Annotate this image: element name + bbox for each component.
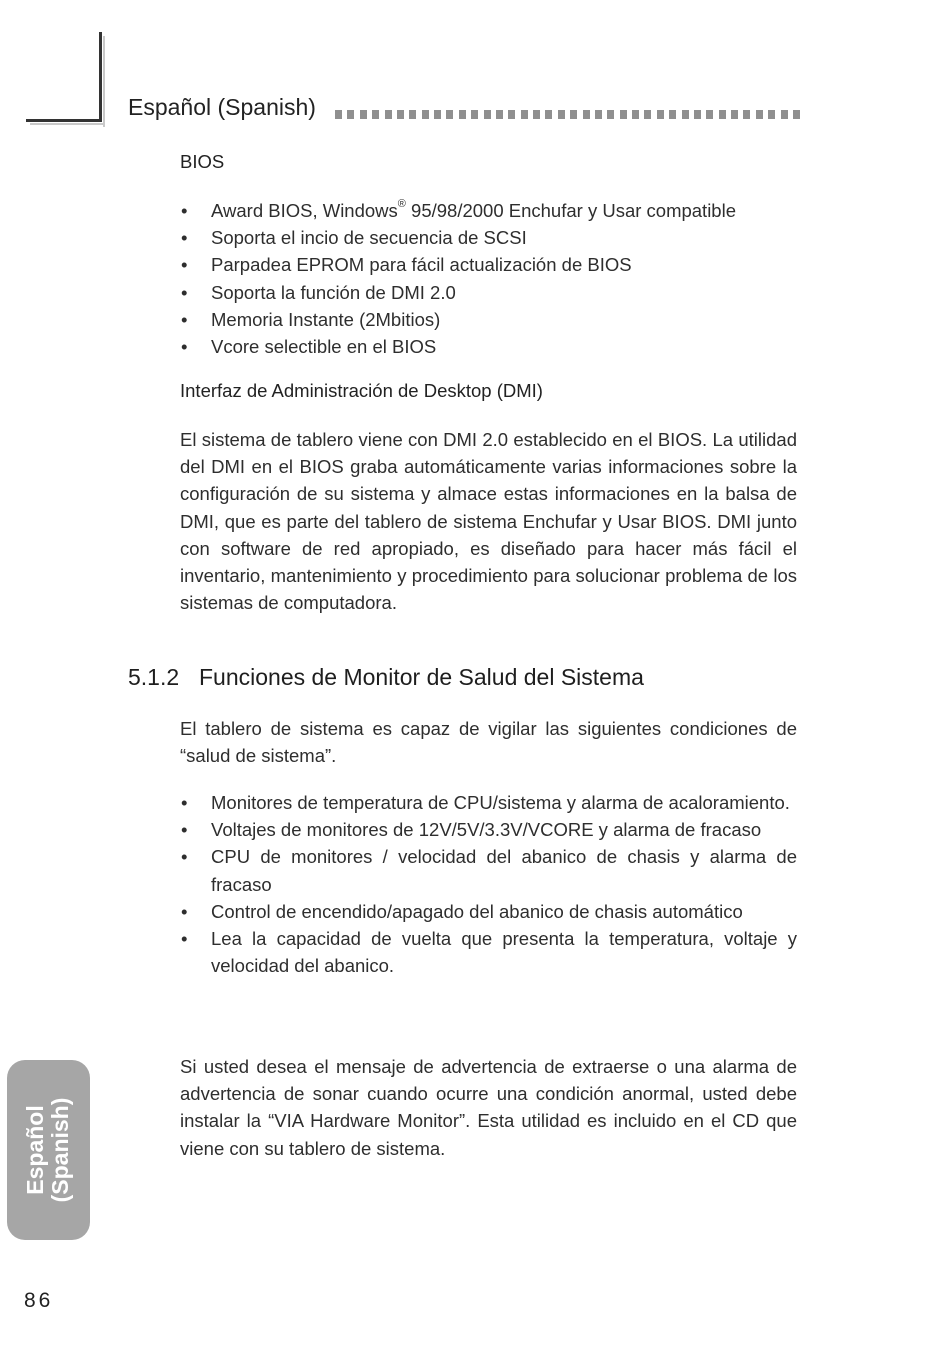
list-item: • Parpadea EPROM para fácil actualización de BIOS (180, 251, 797, 278)
section-title: Funciones de Monitor de Salud del Sistema (199, 664, 644, 690)
header-dot (682, 110, 689, 119)
page-number: 86 (24, 1289, 54, 1312)
list-item: • Monitores de temperatura de CPU/sistema y alarma de acaloramiento. (180, 789, 797, 816)
header-dot (434, 110, 441, 119)
header-dot (372, 110, 379, 119)
header-dot (607, 110, 614, 119)
header-dot (644, 110, 651, 119)
language-side-tab (7, 1060, 90, 1240)
list-item: • Award BIOS, Windows® 95/98/2000 Enchufar y Usar compatible (180, 197, 797, 224)
bios-heading: BIOS (180, 151, 225, 172)
header-dot (694, 110, 701, 119)
header-dot (669, 110, 676, 119)
header-dot (719, 110, 726, 119)
header-dot (446, 110, 453, 119)
header-dot (496, 110, 503, 119)
header-dot (347, 110, 354, 119)
header-dot (743, 110, 750, 119)
list-item: • Lea la capacidad de vuelta que presenta la temperatura, voltaje y velocidad del abanico. (180, 925, 797, 979)
list-item: • CPU de monitores / velocidad del abanico de chasis y alarma de fracaso (180, 843, 797, 897)
header-dot (768, 110, 775, 119)
section-number: 5.1.2 (128, 664, 180, 690)
corner-ornament-shadow (30, 123, 105, 125)
list-item: • Soporta el incio de secuencia de SCSI (180, 224, 797, 251)
section-heading (128, 664, 644, 691)
header-dot (570, 110, 577, 119)
header-dot (731, 110, 738, 119)
header-dot (706, 110, 713, 119)
header-dot (459, 110, 466, 119)
running-header-title: Español (Spanish) (128, 94, 316, 120)
header-dot (521, 110, 528, 119)
section-intro-paragraph: El tablero de sistema es capaz de vigilar las siguientes condiciones de “salud de sistema”. (180, 718, 797, 767)
corner-ornament (99, 32, 102, 122)
header-dot (793, 110, 800, 119)
header-dot (335, 110, 342, 119)
header-dotted-rule (335, 110, 800, 119)
header-dot (545, 110, 552, 119)
corner-ornament (26, 119, 102, 122)
list-item: • Control de encendido/apagado del abanico de chasis automático (180, 898, 797, 925)
header-dot (657, 110, 664, 119)
header-dot (508, 110, 515, 119)
header-dot (397, 110, 404, 119)
header-dot (484, 110, 491, 119)
closing-paragraph: Si usted desea el mensaje de advertencia de extraerse o una alarma de advertencia de sonar cuando ocurre una condición anormal, usted debe instalar la “VIA Hardware Monitor”. Esta utilidad es incluido en el CD que viene con su tablero de sistema. (180, 1056, 797, 1159)
header-dot (385, 110, 392, 119)
header-dot (471, 110, 478, 119)
header-dot (620, 110, 627, 119)
header-dot (583, 110, 590, 119)
health-monitor-list (180, 789, 797, 979)
header-dot (595, 110, 602, 119)
side-tab-label: Español (Spanish) (22, 1097, 73, 1203)
header-dot (781, 110, 788, 119)
dmi-paragraph: El sistema de tablero viene con DMI 2.0 establecido en el BIOS. La utilidad del DMI en el BIOS graba automáticamente varias informaciones sobre la configuración de su sistema y almace estas informaciones en la balsa de DMI, que es parte del tablero de sistema Enchufar y Usar BIOS. DMI junto con software de red apropiado, es diseñado para hacer más fácil el inventario, mantenimiento y procedimiento para solucionar problema de los sistemas de computadora. (180, 429, 797, 614)
header-dot (533, 110, 540, 119)
bios-feature-list (180, 197, 797, 360)
header-dot (422, 110, 429, 119)
list-item: • Memoria Instante (2Mbitios) (180, 306, 797, 333)
corner-ornament-shadow (103, 36, 105, 127)
registered-mark: ® (397, 198, 406, 210)
header-dot (632, 110, 639, 119)
header-dot (409, 110, 416, 119)
list-item: • Vcore selectible en el BIOS (180, 333, 797, 360)
header-dot (558, 110, 565, 119)
header-dot (756, 110, 763, 119)
list-item: • Voltajes de monitores de 12V/5V/3.3V/VCORE y alarma de fracaso (180, 816, 797, 843)
list-item: • Soporta la función de DMI 2.0 (180, 279, 797, 306)
dmi-heading: Interfaz de Administración de Desktop (DMI) (180, 380, 543, 401)
header-dot (360, 110, 367, 119)
